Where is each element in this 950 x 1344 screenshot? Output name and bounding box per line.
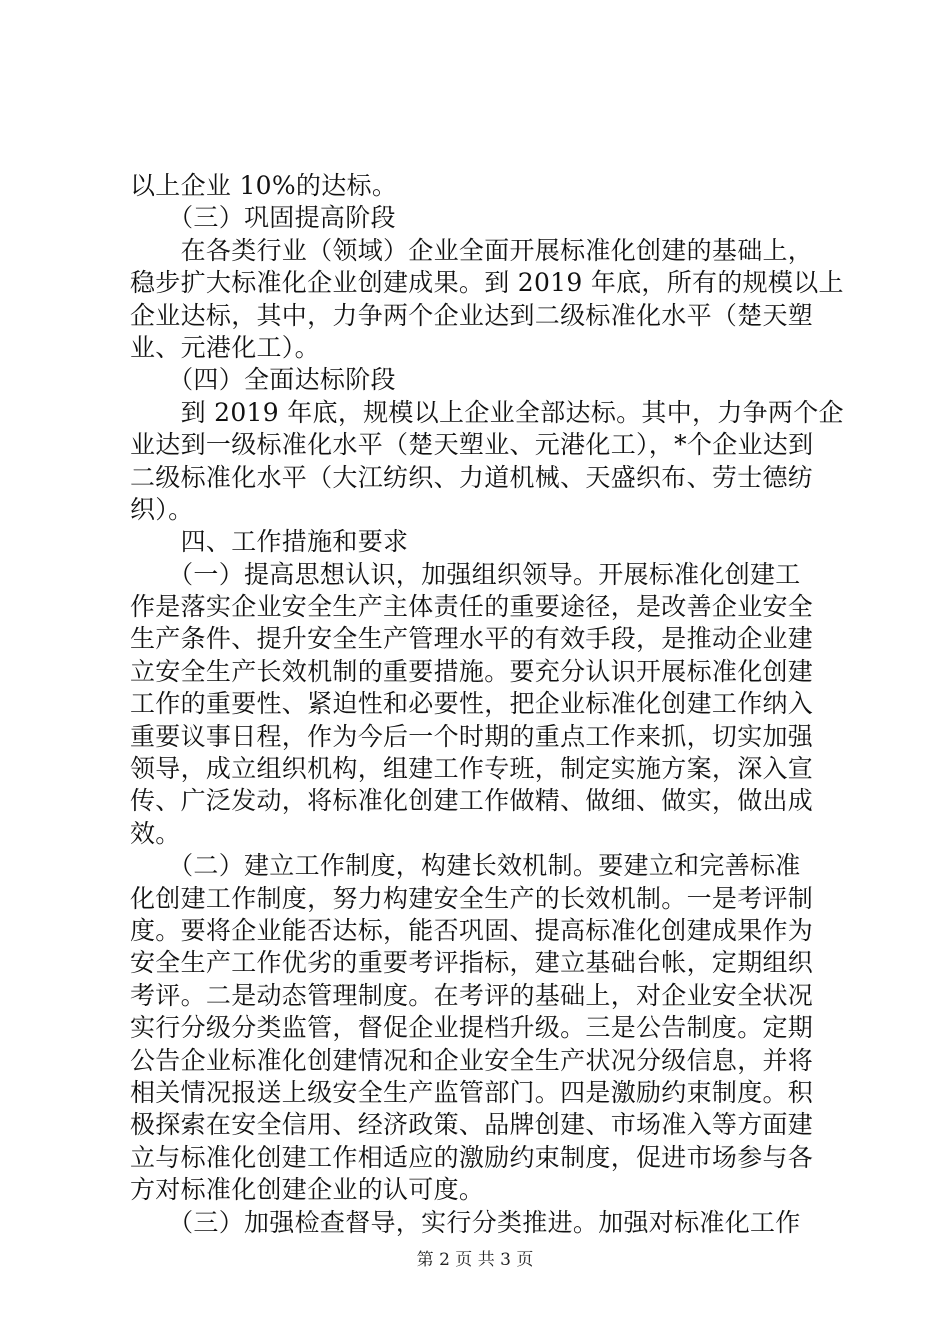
text-line: 立安全生产长效机制的重要措施。要充分认识开展标准化创建	[130, 656, 814, 686]
text-line: 立与标准化创建工作相适应的激励约束制度，促进市场参与各	[130, 1142, 814, 1172]
text-line: 生产条件、提升安全生产管理水平的有效手段，是推动企业建	[130, 624, 814, 654]
text-line: 到 2019 年底，规模以上企业全部达标。其中，力争两个企	[130, 397, 844, 427]
text-line: 化创建工作制度，努力构建安全生产的长效机制。一是考评制	[130, 883, 814, 913]
text-line: （二）建立工作制度，构建长效机制。要建立和完善标准	[130, 851, 801, 881]
text-line: 四、工作措施和要求	[130, 527, 409, 557]
text-line: 稳步扩大标准化企业创建成果。到 2019 年底，所有的规模以上	[130, 268, 844, 298]
text-line: 业达到一级标准化水平（楚天塑业、元港化工），*个企业达到	[130, 430, 814, 460]
text-line: （三）加强检查督导，实行分类推进。加强对标准化工作	[130, 1207, 801, 1237]
text-line: 效。	[130, 818, 181, 848]
text-line: （四）全面达标阶段	[130, 365, 396, 395]
text-line: 相关情况报送上级安全生产监管部门。四是激励约束制度。积	[130, 1077, 814, 1107]
text-line: 重要议事日程，作为今后一个时期的重点工作来抓，切实加强	[130, 721, 814, 751]
text-line: 考评。二是动态管理制度。在考评的基础上，对企业安全状况	[130, 980, 814, 1010]
text-line: 极探索在安全信用、经济政策、品牌创建、市场准入等方面建	[130, 1110, 814, 1140]
text-line: 作是落实企业安全生产主体责任的重要途径，是改善企业安全	[130, 592, 814, 622]
text-line: 方对标准化创建企业的认可度。	[130, 1175, 485, 1205]
text-line: 二级标准化水平（大江纺织、力道机械、天盛织布、劳士德纺	[130, 462, 814, 492]
text-line: （一）提高思想认识，加强组织领导。开展标准化创建工	[130, 559, 801, 589]
text-line: 以上企业 10%的达标。	[130, 171, 398, 200]
text-line: （三）巩固提高阶段	[130, 203, 396, 233]
page-footer: 第 2 页 共 3 页	[416, 1250, 534, 1270]
text-line: 实行分级分类监管，督促企业提档升级。三是公告制度。定期	[130, 1013, 814, 1043]
text-line: 领导，成立组织机构，组建工作专班，制定实施方案，深入宣	[130, 754, 814, 784]
text-line: 度。要将企业能否达标，能否巩固、提高标准化创建成果作为	[130, 915, 814, 945]
text-line: 业、元港化工）。	[130, 332, 320, 362]
text-line: 在各类行业（领域）企业全面开展标准化创建的基础上，	[130, 235, 814, 265]
text-line: 工作的重要性、紧迫性和必要性，把企业标准化创建工作纳入	[130, 689, 814, 719]
text-line: 安全生产工作优劣的重要考评指标，建立基础台帐，定期组织	[130, 948, 814, 978]
text-line: 传、广泛发动，将标准化创建工作做精、做细、做实，做出成	[130, 786, 814, 816]
text-line: 公告企业标准化创建情况和企业安全生产状况分级信息，并将	[130, 1045, 814, 1075]
text-line: 企业达标，其中，力争两个企业达到二级标准化水平（楚天塑	[130, 300, 814, 330]
body-text	[130, 170, 844, 1239]
text-line: 织）。	[130, 494, 194, 524]
